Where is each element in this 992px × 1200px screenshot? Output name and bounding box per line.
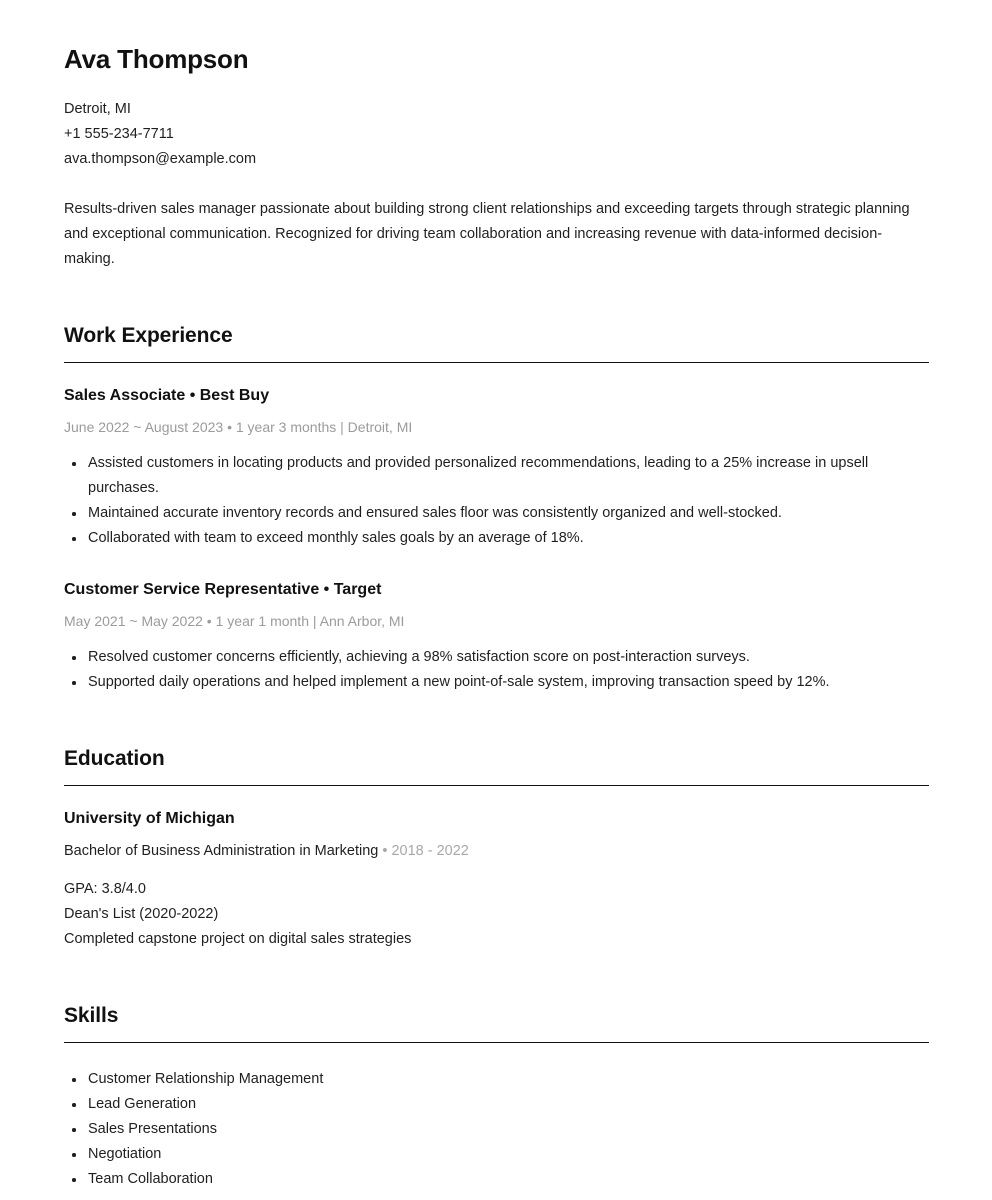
education-degree: Bachelor of Business Administration in Marketing bbox=[64, 843, 379, 859]
list-item: Supported daily operations and helped implement a new point-of-sale system, improving transaction speed by 12%. bbox=[64, 670, 912, 695]
skills-list bbox=[64, 1067, 929, 1192]
resume-header bbox=[64, 44, 929, 272]
experience-meta: June 2022 ~ August 2023 • 1 year 3 months | Detroit, MI bbox=[64, 419, 413, 435]
experience-entry bbox=[64, 387, 929, 551]
professional-summary: Results-driven sales manager passionate about building strong client relationships and exceeding targets through strategic planning and exceptional communication. Recognized for driving team collaboration and increasing revenue with data-informed decision-making. bbox=[64, 201, 910, 267]
experience-title: Sales Associate • Best Buy bbox=[64, 387, 270, 404]
experience-meta: May 2021 ~ May 2022 • 1 year 1 month | Ann Arbor, MI bbox=[64, 613, 405, 629]
education-school: University of Michigan bbox=[64, 810, 235, 827]
section-title-education: Education bbox=[64, 747, 165, 770]
education-years: • 2018 - 2022 bbox=[382, 843, 469, 859]
section-divider bbox=[64, 1042, 929, 1043]
section-title-work-experience: Work Experience bbox=[64, 324, 233, 347]
list-item: Lead Generation bbox=[64, 1092, 929, 1117]
experience-entry bbox=[64, 581, 929, 695]
education-detail: Dean's List (2020-2022) bbox=[64, 906, 219, 922]
education-detail: GPA: 3.8/4.0 bbox=[64, 881, 146, 897]
education-detail: Completed capstone project on digital sales strategies bbox=[64, 931, 412, 947]
candidate-name: Ava Thompson bbox=[64, 44, 249, 74]
education-degree-line bbox=[64, 843, 929, 859]
list-item: Sales Presentations bbox=[64, 1117, 929, 1142]
list-item: Customer Relationship Management bbox=[64, 1067, 929, 1092]
section-skills bbox=[64, 1004, 929, 1192]
section-education bbox=[64, 747, 929, 952]
section-title-skills: Skills bbox=[64, 1004, 119, 1027]
section-divider bbox=[64, 785, 929, 786]
contact-email: ava.thompson@example.com bbox=[64, 151, 257, 167]
list-item: Negotiation bbox=[64, 1142, 929, 1167]
experience-bullet-list bbox=[64, 451, 929, 551]
contact-location: Detroit, MI bbox=[64, 101, 131, 117]
list-item: Maintained accurate inventory records and ensured sales floor was consistently organized and well-stocked. bbox=[64, 501, 912, 526]
experience-title: Customer Service Representative • Target bbox=[64, 581, 382, 598]
experience-bullet-list bbox=[64, 645, 929, 695]
contact-phone: +1 555-234-7711 bbox=[64, 126, 174, 142]
section-work-experience bbox=[64, 324, 929, 695]
section-divider bbox=[64, 362, 929, 363]
education-entry bbox=[64, 810, 929, 952]
list-item: Assisted customers in locating products and provided personalized recommendations, leading to a 25% increase in upsell purchases. bbox=[64, 451, 912, 501]
list-item: Collaborated with team to exceed monthly sales goals by an average of 18%. bbox=[64, 526, 912, 551]
list-item: Resolved customer concerns efficiently, achieving a 98% satisfaction score on post-interaction surveys. bbox=[64, 645, 912, 670]
list-item: Team Collaboration bbox=[64, 1167, 929, 1192]
